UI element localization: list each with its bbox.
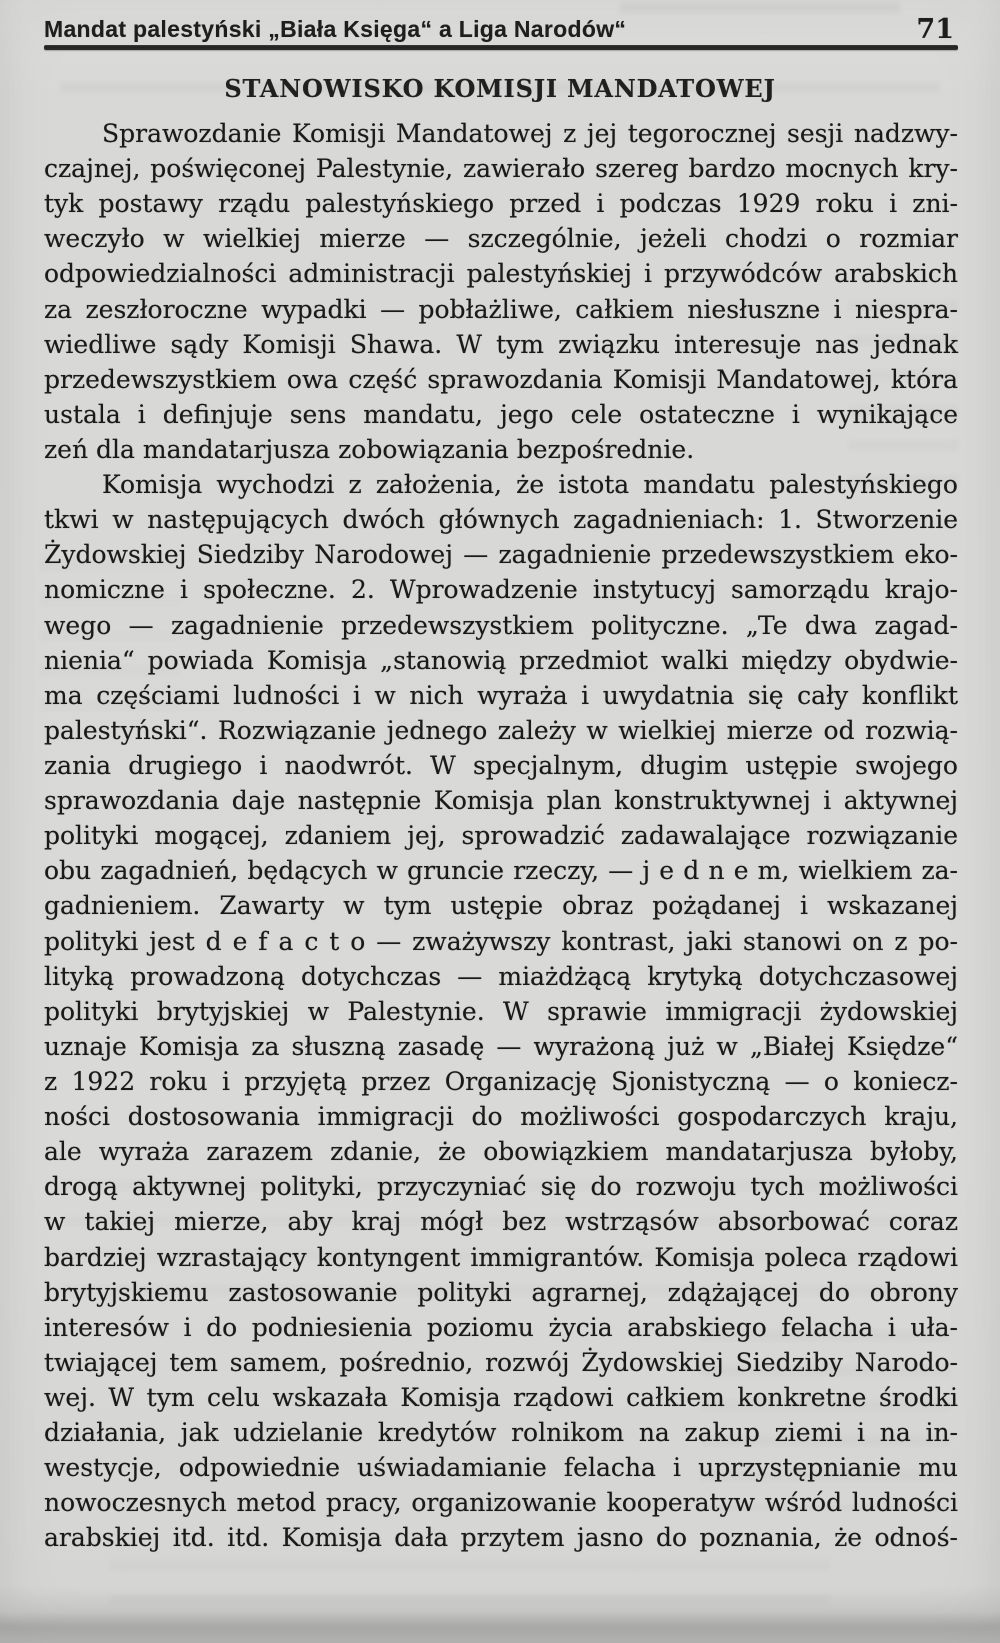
text-line: odpowiedzialności administracji palestyńskiej i przywódców arabskich [44,259,958,289]
text-line: Sprawozdanie Komisji Mandatowej z jej tegorocznej sesji nadzwy- [102,119,958,148]
header-rule [44,45,958,50]
text-line: zania drugiego i naodwrót. W specjalnym, długim ustępie swojego [44,750,958,780]
text-line: z 1922 roku i przyjętą przez Organizację Sjonistyczną — o koniecz- [44,1066,958,1096]
text-line: ustala i definjuje sens mandatu, jego cele ostateczne i wynikające [44,399,958,429]
text-line: wego — zagadnienie przedewszystkiem polityczne. „Te dwa zagad- [44,610,958,640]
running-header [44,14,956,46]
text-line: twiającej tem samem, pośrednio, rozwój Żydowskiej Siedziby Narodo- [44,1347,958,1377]
text-line: wej. W tym celu wskazała Komisja rządowi całkiem konkretne środki [44,1382,958,1412]
text-line: gadnieniem. Zawarty w tym ustępie obraz pożądanej i wskazanej [44,891,958,921]
text-line: arabskiej itd. itd. Komisja dała przytem jasno do poznania, że odnoś- [44,1523,958,1553]
text-line: w takiej mierze, aby kraj mógł bez wstrząsów absorbować coraz [44,1207,958,1237]
text-line: nienia“ powiada Komisja „stanowią przedmiot walki między obydwie- [44,645,958,675]
text-line: tkwi w następujących dwóch głównych zagadnieniach: 1. Stworzenie [44,505,958,535]
text-line: działania, jak udzielanie kredytów rolnikom na zakup ziemi i na in- [44,1418,958,1448]
page-edge-shadow [0,1612,1000,1643]
text-line: interesów i do podniesienia poziomu życia arabskiego felacha i uła- [44,1312,958,1342]
text-line: obu zagadnień, będących w gruncie rzeczy, — j e d n e m, wielkiem za- [44,856,958,886]
text-line: brytyjskiemu zastosowanie polityki agrarnej, zdążającej do obrony [44,1277,958,1307]
text-line: westycje, odpowiednie uświadamianie felacha i uprzystępnianie mu [44,1453,958,1483]
running-header-title: Mandat palestyński „Biała Księga“ a Liga Narodów“ [44,16,627,42]
text-line: drogą aktywnej polityki, przyczyniać się do rozwoju tych możliwości [44,1172,958,1202]
text-line: polityki jest d e f a c t o — zważywszy kontrast, jaki stanowi on z po- [44,926,958,956]
text-line: weczyło w wielkiej mierze — szczególnie, jeżeli chodzi o rozmiar [44,224,958,254]
text-line: polityki mogącej, zdaniem jej, sprowadzić zadawalające rozwiązanie [44,821,958,851]
text-line: ma częściami ludności i w nich wyraża i uwydatnia się cały konflikt [44,680,958,710]
bleed-through-artifact [110,1560,830,1606]
text-line: zeń dla mandatarjusza zobowiązania bezpośrednie. [44,434,695,464]
text-line: ności dostosowania immigracji do możliwości gospodarczych kraju, [44,1102,958,1132]
text-line: nomiczne i społeczne. 2. Wprowadzenie instytucyj samorządu krajo- [44,575,958,605]
text-line: bardziej wzrastający kontyngent immigrantów. Komisja poleca rządowi [44,1242,958,1272]
text-line: tyk postawy rządu palestyńskiego przed i podczas 1929 roku i zni- [44,189,958,219]
text-line: Żydowskiej Siedziby Narodowej — zagadnienie przedewszystkiem eko- [44,540,958,570]
text-line: czajnej, poświęconej Palestynie, zawierało szereg bardzo mocnych kry- [44,154,958,184]
text-line: wiedliwe sądy Komisji Shawa. W tym związku interesuje nas jednak [44,329,958,359]
text-line: lityką prowadzoną dotychczas — miażdżącą krytyką dotychczasowej [44,961,958,991]
text-line: sprawozdania daje następnie Komisja plan konstruktywnej i aktywnej [44,786,958,816]
section-title: STANOWISKO KOMISJI MANDATOWEJ [224,74,776,103]
text-line: polityki brytyjskiej w Palestynie. W sprawie immigracji żydowskiej [44,996,958,1026]
text-line: ale wyraża zarazem zdanie, że obowiązkiem mandatarjusza byłoby, [44,1137,958,1167]
text-line: przedewszystkiem owa część sprawozdania Komisji Mandatowej, która [44,364,958,394]
text-line: palestyński“. Rozwiązanie jednego zależy w wielkiej mierze od rozwią- [44,715,958,745]
text-line: nowoczesnych metod pracy, organizowanie kooperatyw wśród ludności [44,1488,958,1518]
page-number: 71 [916,14,954,45]
text-line: Komisja wychodzi z założenia, że istota mandatu palestyńskiego [102,470,958,500]
text-line: uznaje Komisja za słuszną zasadę — wyrażoną już w „Białej Księdze“ [44,1031,958,1061]
text-line: za zeszłoroczne wypadki — pobłażliwe, całkiem niesłuszne i niespra- [44,294,958,324]
body-text [44,116,958,1555]
